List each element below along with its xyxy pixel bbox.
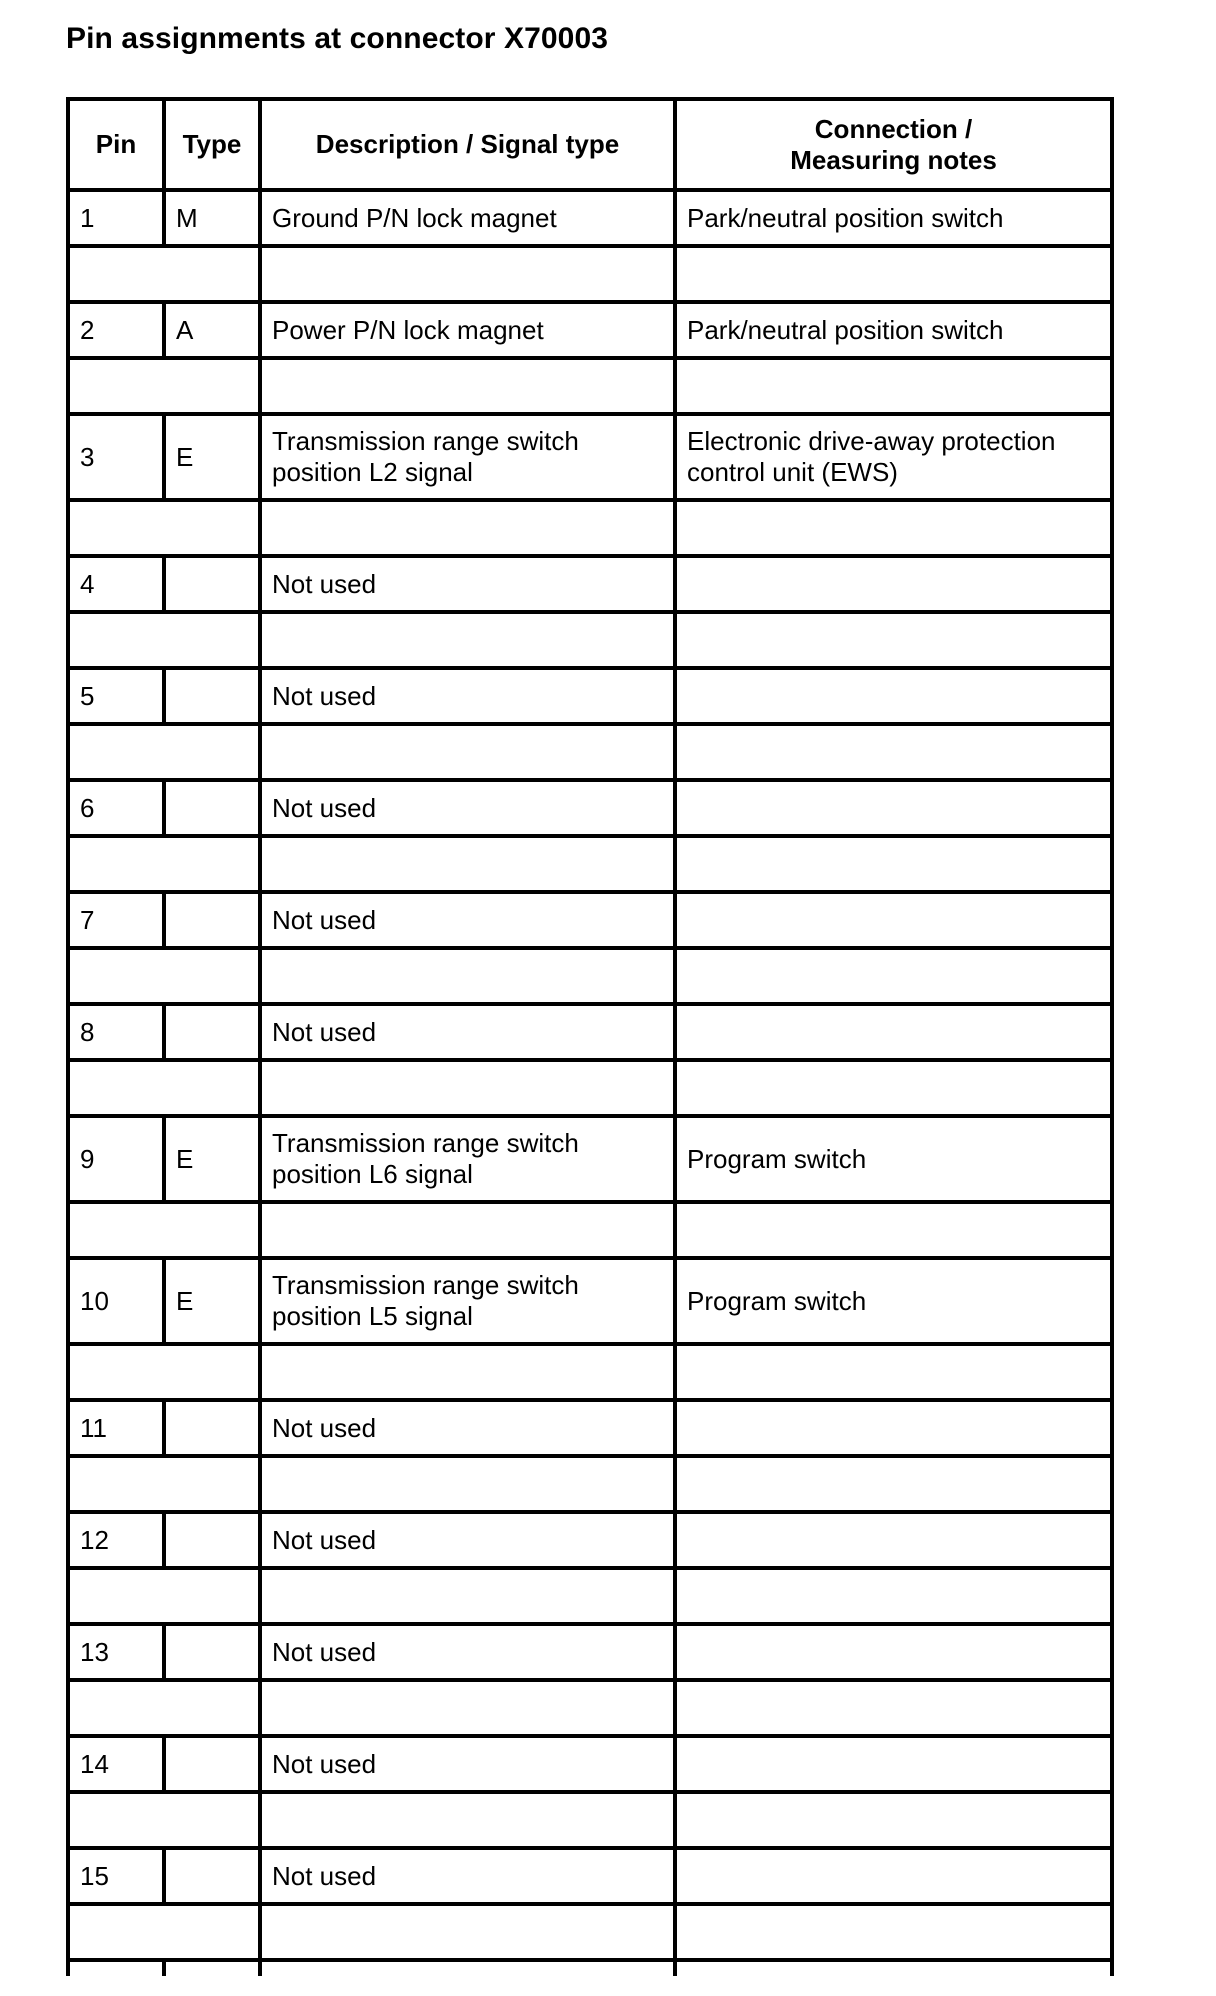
connection-cell (675, 1004, 1112, 1060)
description-cell: Not used (260, 556, 675, 612)
table-row (68, 1624, 1112, 1680)
header-connection-line1: Connection / (814, 113, 973, 144)
connection-cell (675, 1400, 1112, 1456)
table-row (68, 892, 1112, 948)
spacer-connection-cell (675, 948, 1112, 1004)
description-cell: Transmission range switch position L6 signal (260, 1116, 675, 1202)
pin-cell: 6 (68, 780, 164, 836)
spacer-connection-cell (675, 612, 1112, 668)
spacer-connection-cell (675, 1792, 1112, 1848)
spacer-description-cell (260, 500, 675, 556)
pin-cell: 5 (68, 668, 164, 724)
table-row (68, 414, 1112, 500)
spacer-connection-cell (675, 246, 1112, 302)
type-cell (164, 1624, 260, 1680)
table-row (68, 1512, 1112, 1568)
type-cell (164, 1848, 260, 1904)
pin-assignment-table (66, 97, 1114, 1976)
spacer-connection-cell (675, 358, 1112, 414)
spacer-description-cell (260, 724, 675, 780)
spacer-description-cell (260, 1904, 675, 1960)
pin-cell: 11 (68, 1400, 164, 1456)
type-cell (164, 1512, 260, 1568)
spacer-pin-type-cell (68, 1792, 260, 1848)
spacer-connection-cell (675, 724, 1112, 780)
description-cell: Not used (260, 1400, 675, 1456)
spacer-pin-type-cell (68, 500, 260, 556)
spacer-pin-type-cell (68, 358, 260, 414)
spacer-connection-cell (675, 1904, 1112, 1960)
stub-description-cell (260, 1960, 675, 1976)
spacer-pin-type-cell (68, 1344, 260, 1400)
pin-cell: 12 (68, 1512, 164, 1568)
table-row (68, 556, 1112, 612)
type-cell (164, 668, 260, 724)
connection-cell (675, 1848, 1112, 1904)
spacer-row (68, 836, 1112, 892)
header-connection (675, 99, 1112, 190)
spacer-description-cell (260, 612, 675, 668)
header-pin: Pin (68, 99, 164, 190)
description-cell: Transmission range switch position L2 signal (260, 414, 675, 500)
spacer-pin-type-cell (68, 1904, 260, 1960)
spacer-connection-cell (675, 500, 1112, 556)
pin-cell: 3 (68, 414, 164, 500)
spacer-connection-cell (675, 1456, 1112, 1512)
connection-cell (675, 1512, 1112, 1568)
spacer-pin-type-cell (68, 1456, 260, 1512)
table-row (68, 780, 1112, 836)
pin-cell: 1 (68, 190, 164, 246)
type-cell: E (164, 1116, 260, 1202)
spacer-row (68, 358, 1112, 414)
pin-cell: 14 (68, 1736, 164, 1792)
spacer-description-cell (260, 1456, 675, 1512)
spacer-pin-type-cell (68, 1568, 260, 1624)
spacer-pin-type-cell (68, 724, 260, 780)
type-cell: A (164, 302, 260, 358)
description-cell: Ground P/N lock magnet (260, 190, 675, 246)
connection-cell (675, 780, 1112, 836)
spacer-connection-cell (675, 1680, 1112, 1736)
type-cell (164, 892, 260, 948)
spacer-row (68, 1456, 1112, 1512)
spacer-connection-cell (675, 1344, 1112, 1400)
table-header-row (68, 99, 1112, 190)
header-type: Type (164, 99, 260, 190)
description-cell: Not used (260, 668, 675, 724)
description-cell: Not used (260, 1004, 675, 1060)
table-row (68, 1004, 1112, 1060)
spacer-row (68, 724, 1112, 780)
connection-cell (675, 556, 1112, 612)
spacer-description-cell (260, 1792, 675, 1848)
spacer-row (68, 1792, 1112, 1848)
continuation-row (68, 1960, 1112, 1976)
spacer-pin-type-cell (68, 1680, 260, 1736)
type-cell: E (164, 414, 260, 500)
spacer-row (68, 612, 1112, 668)
stub-pin-cell (68, 1960, 164, 1976)
description-cell: Transmission range switch position L5 signal (260, 1258, 675, 1344)
spacer-row (68, 1202, 1112, 1258)
table-row (68, 1400, 1112, 1456)
type-cell (164, 556, 260, 612)
page-title: Pin assignments at connector X70003 (66, 22, 609, 55)
type-cell (164, 1736, 260, 1792)
table-row (68, 1258, 1112, 1344)
header-connection-line2: Measuring notes (790, 144, 997, 175)
spacer-row (68, 1060, 1112, 1116)
spacer-pin-type-cell (68, 948, 260, 1004)
type-cell (164, 1004, 260, 1060)
spacer-row (68, 500, 1112, 556)
description-cell: Not used (260, 780, 675, 836)
connection-cell: Program switch (675, 1116, 1112, 1202)
pin-cell: 13 (68, 1624, 164, 1680)
pin-cell: 9 (68, 1116, 164, 1202)
table-row (68, 302, 1112, 358)
description-cell: Not used (260, 892, 675, 948)
spacer-description-cell (260, 948, 675, 1004)
stub-connection-cell (675, 1960, 1112, 1976)
description-cell: Not used (260, 1848, 675, 1904)
spacer-pin-type-cell (68, 1060, 260, 1116)
spacer-connection-cell (675, 1060, 1112, 1116)
connection-cell (675, 1736, 1112, 1792)
spacer-connection-cell (675, 1202, 1112, 1258)
table-row (68, 1848, 1112, 1904)
pin-cell: 4 (68, 556, 164, 612)
connection-cell (675, 668, 1112, 724)
spacer-connection-cell (675, 836, 1112, 892)
table-body (68, 190, 1112, 1976)
spacer-description-cell (260, 836, 675, 892)
header-description: Description / Signal type (260, 99, 675, 190)
spacer-description-cell (260, 1202, 675, 1258)
pin-cell: 10 (68, 1258, 164, 1344)
spacer-row (68, 1680, 1112, 1736)
type-cell (164, 780, 260, 836)
spacer-description-cell (260, 1060, 675, 1116)
spacer-pin-type-cell (68, 1202, 260, 1258)
spacer-row (68, 948, 1112, 1004)
spacer-pin-type-cell (68, 836, 260, 892)
connection-cell: Park/neutral position switch (675, 190, 1112, 246)
table-row (68, 1116, 1112, 1202)
spacer-row (68, 1568, 1112, 1624)
spacer-description-cell (260, 1344, 675, 1400)
pin-cell: 2 (68, 302, 164, 358)
table-row (68, 1736, 1112, 1792)
spacer-row (68, 1904, 1112, 1960)
connection-cell (675, 1624, 1112, 1680)
pin-cell: 7 (68, 892, 164, 948)
stub-type-cell (164, 1960, 260, 1976)
connection-cell: Electronic drive-away protection control unit (EWS) (675, 414, 1112, 500)
spacer-pin-type-cell (68, 246, 260, 302)
table-row (68, 190, 1112, 246)
type-cell (164, 1400, 260, 1456)
type-cell: E (164, 1258, 260, 1344)
table-row (68, 668, 1112, 724)
spacer-connection-cell (675, 1568, 1112, 1624)
spacer-pin-type-cell (68, 612, 260, 668)
description-cell: Not used (260, 1736, 675, 1792)
spacer-description-cell (260, 358, 675, 414)
spacer-description-cell (260, 246, 675, 302)
spacer-description-cell (260, 1680, 675, 1736)
connection-cell (675, 892, 1112, 948)
description-cell: Power P/N lock magnet (260, 302, 675, 358)
connection-cell: Park/neutral position switch (675, 302, 1112, 358)
spacer-row (68, 246, 1112, 302)
pin-cell: 8 (68, 1004, 164, 1060)
description-cell: Not used (260, 1624, 675, 1680)
connection-cell: Program switch (675, 1258, 1112, 1344)
spacer-row (68, 1344, 1112, 1400)
pin-cell: 15 (68, 1848, 164, 1904)
type-cell: M (164, 190, 260, 246)
description-cell: Not used (260, 1512, 675, 1568)
spacer-description-cell (260, 1568, 675, 1624)
